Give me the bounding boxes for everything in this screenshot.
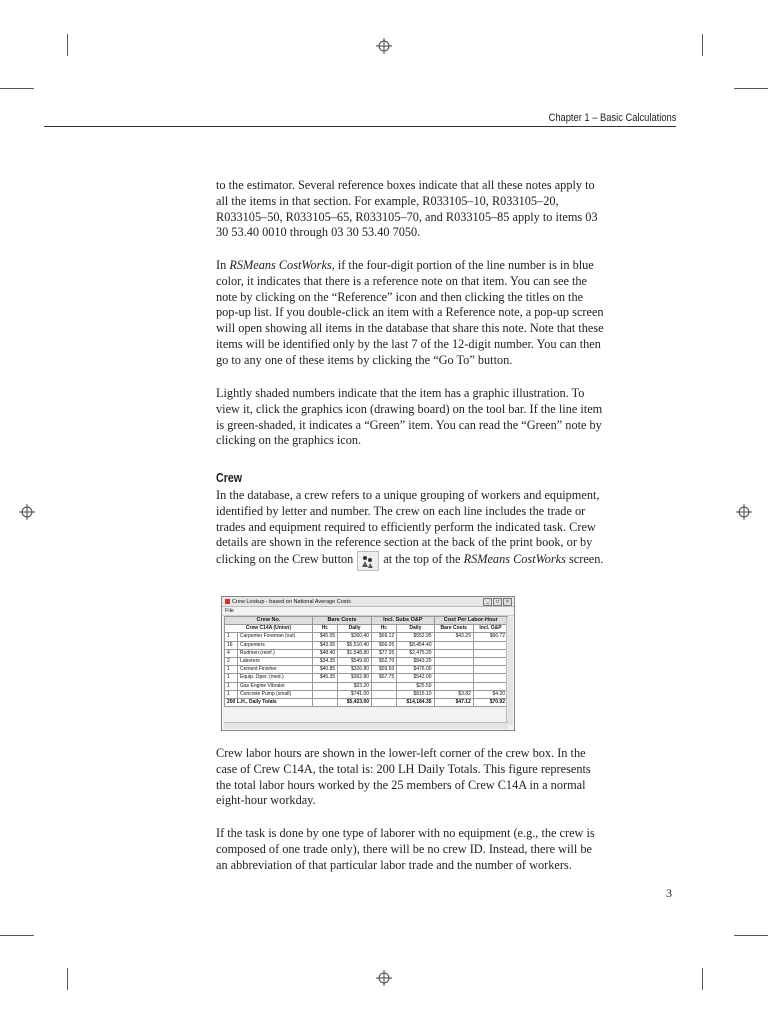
cell-hr: $48.40 [312,649,337,657]
total-bare: $47.12 [434,698,473,706]
cell-n: 4 [225,649,238,657]
col-incl-subs: Incl. Subs O&P [372,617,435,625]
cell-bc: $3.82 [434,690,473,698]
cell-hr2: $66.05 [372,641,397,649]
paragraph-2: In RSMeans CostWorks, if the four-digit portion of the line number is in blue color, it indicates that there is a reference note on that item. You can see the note by clicking on the “Reference” icon and then clicking the titles on the pop-up list. If you double-click an item with a Reference note, a pop-up screen will open showing all items in the database that share this note. Note that these items will be identified only by the last 7 of the 12-digit number. You can then go to any one of these items by clicking the “Go To” button. [216,258,604,367]
cell-op [473,649,507,657]
paragraph-1: to the estimator. Several reference boxes indicate that all these notes apply to all the items in that section. For example, R033105–10, R033105–20, R033105–50, R033105–65, R033105–70, and R033105–85 apply to items 03 30 53.40 0010 through 03 30 53.40 7050. [216,178,598,240]
cell-n: 16 [225,641,238,649]
cell-op [473,641,507,649]
cell-daily2: $8,454.40 [397,641,434,649]
window-title: Crew Lookup - based on National Average Costs [232,598,351,605]
cell-op [473,666,507,674]
crop-mark [67,34,68,56]
cell-daily2: $25.50 [397,682,434,690]
cell-n: 1 [225,666,238,674]
cell-op: $66.72 [473,633,507,641]
crew-lookup-window [221,596,515,731]
cell-hr: $43.05 [312,641,337,649]
close-button[interactable]: × [503,598,512,606]
horizontal-scrollbar[interactable] [224,722,508,729]
registration-mark-icon [376,970,392,986]
cell-daily: $1,548.80 [338,649,372,657]
cell-name: Rodmen (reinf.) [238,649,313,657]
table-row [225,641,508,649]
cell-hr2 [372,690,397,698]
crew-button-icon [357,551,379,571]
cell-daily: $360.40 [338,633,372,641]
total-op: $70.92 [473,698,507,706]
cell-daily: $741.00 [338,690,372,698]
paragraph-5: Crew labor hours are shown in the lower-left corner of the crew box. In the case of Crew C14A, the total is: 200 LH Daily Totals. This figure represents the total labor hours worked by the 25 members of Crew C14A in a normal eight-hour workday. [216,746,591,808]
crop-mark [734,88,768,89]
cell-bc [434,657,473,665]
registration-mark-icon [19,504,35,520]
cell-daily2: $542.00 [397,674,434,682]
cell-n: 1 [225,633,238,641]
cell-name: Carpenter Foreman (out) [238,633,313,641]
cell-daily: $549.60 [338,657,372,665]
app-icon [225,599,230,604]
cell-n: 1 [225,690,238,698]
crew-id: Crew C14A (Union) [225,625,313,633]
table-row [225,682,508,690]
subhead-hr: Hr. [312,625,337,633]
product-name: RSMeans CostWorks [229,258,332,272]
subhead-bare: Bare Costs [434,625,473,633]
cell-n: 1 [225,674,238,682]
crop-mark [702,968,703,990]
cell-daily2: $815.10 [397,690,434,698]
registration-mark-icon [376,38,392,54]
page-number: 3 [666,886,672,900]
cell-daily2: $476.00 [397,666,434,674]
minimize-button[interactable]: _ [483,598,492,606]
crop-mark [734,935,768,936]
cell-bc: $43.29 [434,633,473,641]
cell-daily: $362.80 [338,674,372,682]
cell-op [473,674,507,682]
crop-mark [0,88,34,89]
crop-mark [0,935,34,936]
cell-bc [434,666,473,674]
subhead-daily: Daily [397,625,434,633]
table-row [225,674,508,682]
cell-bc [434,641,473,649]
table-row [225,657,508,665]
maximize-button[interactable]: □ [493,598,502,606]
cell-op: $4.20 [473,690,507,698]
cell-name: Gas Engine Vibrator [238,682,313,690]
table-row [225,690,508,698]
cell-name: Laborers [238,657,313,665]
cell-n: 1 [225,682,238,690]
cell-hr2: $69.12 [372,633,397,641]
cell-daily2: $843.20 [397,657,434,665]
header-rule [44,126,676,127]
cell-name: Concrete Pump (small) [238,690,313,698]
paragraph-6: If the task is done by one type of laborer with no equipment (e.g., the crew is composed of one trade only), there will be no crew ID. Instead, there will be an abbreviation of that particular labor trade and the number of workers. [216,826,595,872]
cell-daily: $326.80 [338,666,372,674]
cell-hr2: $52.70 [372,657,397,665]
subhead-daily: Daily [338,625,372,633]
total-daily: $5,423.00 [338,698,372,706]
paragraph-4: In the database, a crew refers to a unique grouping of workers and equipment, identified by letter and number. The crew on each line includes the trade or trades and equipment required to efficiently perform the indicated task. Crew details are shown in the reference section at the back of the print book, or by clicking on the Crew button at the top of the RSMeans CostWorks screen. [216,488,604,571]
cell-n: 2 [225,657,238,665]
cell-hr2: $59.50 [372,666,397,674]
cell-op [473,682,507,690]
paragraph-3: Lightly shaded numbers indicate that the item has a graphic illustration. To view it, click the graphics icon (drawing board) on the tool bar. If the line item is green-shaded, it indicates a “Green” item. You can read the “Green” note by clicking on the graphics icon. [216,386,603,448]
crew-table [224,616,508,707]
window-title-bar [222,597,514,607]
col-crew-no: Crew No. [225,617,313,625]
cell-hr: $40.85 [312,666,337,674]
table-row [225,649,508,657]
crop-mark [67,968,68,990]
table-row [225,666,508,674]
cell-hr2: $67.75 [372,674,397,682]
cell-bc [434,674,473,682]
crop-mark [702,34,703,56]
cell-hr: $45.05 [312,633,337,641]
product-name: RSMeans CostWorks [463,552,566,567]
cell-hr2: $77.35 [372,649,397,657]
section-heading-crew: Crew [216,470,243,485]
cell-name: Equip. Oper. (med.) [238,674,313,682]
cell-bc [434,649,473,657]
total-label: 200 L.H., Daily Totals [225,698,313,706]
cell-bc [434,682,473,690]
cell-name: Cement Finisher [238,666,313,674]
cell-name: Carpenters [238,641,313,649]
vertical-scrollbar[interactable] [506,617,513,725]
registration-mark-icon [736,504,752,520]
col-bare-costs: Bare Costs [312,617,371,625]
cell-hr [312,682,337,690]
cell-daily: $23.20 [338,682,372,690]
cell-daily2: $552.95 [397,633,434,641]
subhead-hr: Hr. [372,625,397,633]
running-header: Chapter 1 – Basic Calculations [548,112,676,124]
cell-op [473,657,507,665]
cell-hr: $45.35 [312,674,337,682]
cell-hr2 [372,682,397,690]
cell-hr: $34.35 [312,657,337,665]
menu-file[interactable]: File [222,607,514,616]
col-cost-per-lh: Cost Per Labor-Hour [434,617,507,625]
cell-daily: $5,510.40 [338,641,372,649]
table-row [225,633,508,641]
cell-daily2: $2,475.20 [397,649,434,657]
subhead-incl: Incl. O&P [473,625,507,633]
total-daily-op: $14,184.35 [397,698,434,706]
cell-hr [312,690,337,698]
